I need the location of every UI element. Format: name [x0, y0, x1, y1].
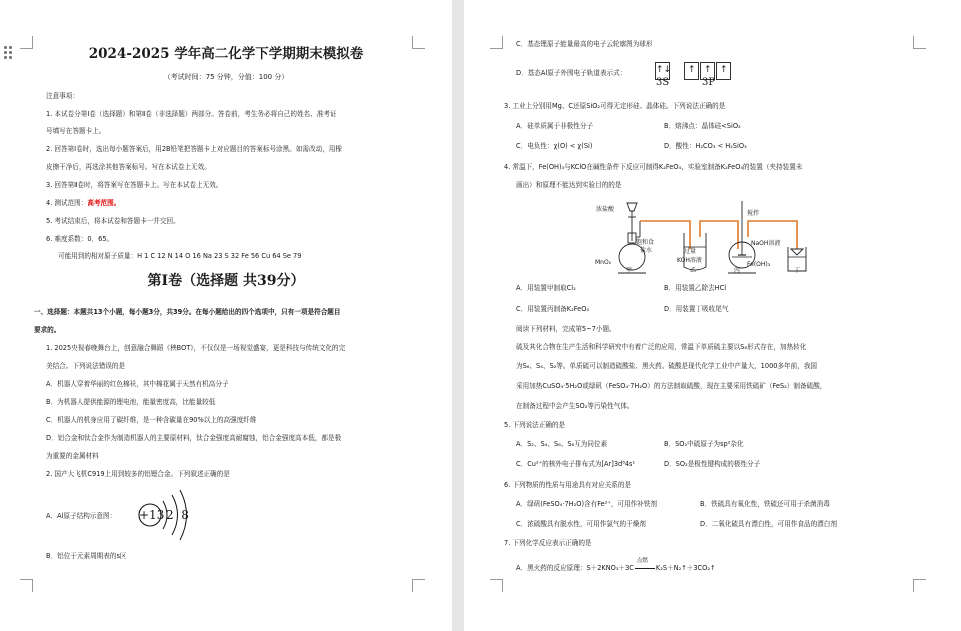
orbital-box	[716, 62, 731, 80]
label-naoh: NaOH溶液	[751, 240, 781, 247]
option-d: D．用装置丁吸收尾气	[664, 305, 729, 313]
option-a: A．硅单质属于非极性分子	[516, 122, 594, 130]
crop-mark	[490, 579, 503, 592]
orbital-arrow: ↑	[720, 65, 728, 75]
question-stem: 3. 工业上分别用Mg、C还原SiO₂可得无定形硅、晶体硅。下列说法正确的是	[504, 102, 726, 110]
crop-mark	[490, 36, 503, 49]
option-b: B．为机器人提供能源的锂电池，能量密度高，比能量较低	[46, 398, 216, 406]
material-text: 采用加热CuSO₄·5H₂O或绿矾（FeSO₄·7H₂O）的方法制取硫酸，现在主要采用铁硫矿（FeS₂）制备硫酸，	[516, 382, 827, 390]
orbital-box	[684, 62, 699, 80]
orbital-label-3p: 3P	[702, 77, 716, 88]
option-d: D．SO₂是极性键构成的极性分子	[664, 460, 761, 468]
label-nacl: 盐水	[640, 247, 653, 254]
option-a: A．S₂、S₄、S₆、S₈互为同位素	[516, 440, 608, 448]
exam-subtitle: （考试时间：75 分钟，分值：100 分）	[163, 73, 289, 81]
note-line: 1. 本试卷分第Ⅰ卷（选择题）和第Ⅱ卷（非选择题）两部分。答卷前，考生务必将自己的姓名、准考证	[46, 110, 337, 118]
note-line: 5. 考试结束后，将本试卷和答题卡一并交回。	[46, 217, 180, 225]
option-b: B．铁硫具有氧化性，铁硫还可用于杀菌消毒	[700, 500, 830, 508]
option-d: D．酸性：H₂CO₃ < H₂SiO₃	[664, 142, 747, 150]
label-nacl: 饱和食	[636, 239, 655, 246]
crop-mark	[412, 579, 425, 592]
note-line: 号填写在答题卡上。	[46, 127, 106, 135]
option-a: A．机器人穿着华丽的红色棉袄，其中棉花属于天然有机高分子	[46, 380, 229, 388]
label-jia: 甲	[626, 267, 633, 274]
crop-mark	[20, 579, 33, 592]
option-c: C．浓硫酸具有脱水性，可用作氯气的干燥剂	[516, 520, 646, 528]
option-a: A．用装置甲制取Cl₂	[516, 284, 576, 292]
crop-mark	[913, 36, 926, 49]
question-stem: 6. 下列物质的性质与用途具有对应关系的是	[504, 481, 632, 489]
test-scope-highlight: 高考范围。	[87, 199, 121, 207]
orbital-arrow: ↑	[704, 65, 712, 75]
nucleus-charge: +13	[139, 508, 165, 522]
notes-heading: 注意事项：	[46, 92, 79, 100]
reaction-arrow	[634, 558, 656, 573]
note-line: 皮擦干净后，再选涂其他答案标号。写在本试卷上无效。	[46, 163, 211, 171]
option-d: D．基态Al原子外围电子轨道表示式：	[516, 69, 627, 77]
label-yi: 乙	[690, 267, 697, 274]
section-title: 第Ⅰ卷（选择题 共39分）	[147, 273, 305, 289]
option-a: A．Al原子结构示意图：	[46, 512, 117, 520]
label-mno2: MnO₂	[595, 259, 612, 266]
option-c: C．机器人的机身应用了碳纤维，是一种含碳量在90%以上的高强度纤维	[46, 416, 257, 424]
label-bing: 丙	[734, 267, 741, 274]
document-page-1	[0, 0, 452, 631]
note-line: 2. 回答第Ⅰ卷时，选出每小题答案后，用2B铅笔把答题卡上对应题目的答案标号涂黑。如需改动，用橡	[46, 145, 342, 153]
question-stem: 2. 国产大飞机C919上用到较多的铝锂合金。下列叙述正确的是	[46, 470, 230, 478]
document-page-2	[464, 0, 961, 631]
label-koh: KOH溶液	[677, 257, 702, 264]
electron-shells: 2 8	[166, 508, 189, 522]
option-b: B．熔沸点：晶体硅<SiO₂	[664, 122, 741, 130]
equation-products: K₂S＋N₂↑＋3CO₂↑	[655, 564, 716, 572]
part-instructions: 要求的。	[34, 326, 61, 334]
question-stem: 画出）和原理不能达到实验目的的是	[516, 181, 622, 189]
option-a	[516, 558, 716, 573]
part-instructions: 一、选择题：本题共13个小题，每小题3分，共39分。在每小题给出的四个选项中，只有一项是符合题目	[34, 308, 341, 316]
orbital-arrow: ↑↓	[656, 65, 672, 75]
label-stir: 搅拌	[747, 210, 760, 217]
option-c: C．电负性：χ(O) < χ(Si)	[516, 142, 593, 150]
orbital-arrow: ↑	[688, 65, 696, 75]
material-text: 硫及其化合物在生产生活和科学研究中有着广泛的应用，常温下单质硫主要以S₈形式存在，加热转化	[516, 343, 807, 351]
question-stem: 4. 常温下，Fe(OH)₃与KClO在碱性条件下反应可制得K₂FeO₄，实验室制备K₂FeO₄的装置（夹持装置未	[504, 163, 803, 171]
option-d: D．铝合金和钛合金作为制造机器人的主要原材料，钛合金强度高耐腐蚀，铝合金强度高本低，都是极	[46, 434, 342, 442]
option-c: C．用装置丙制备K₂FeO₄	[516, 305, 590, 313]
option-d: D．二氧化硫具有漂白性，可用作食品的漂白剂	[700, 520, 837, 528]
option-b: B．SO₂中硫原子为sp²杂化	[664, 440, 744, 448]
question-stem: 美结合。下列说法错误的是	[46, 362, 126, 370]
note-line	[46, 199, 120, 208]
equation-reactants: A．黑火药的反应原理：S＋2KNO₃＋3C	[516, 564, 634, 572]
material-text: 在制备过程中会产生SO₂等污染性气体。	[516, 402, 634, 410]
option-c: C．Cu²⁺的核外电子排布式为[Ar]3d⁸4s¹	[516, 460, 636, 468]
question-stem: 7. 下列化学反应表示正确的是	[504, 539, 592, 547]
label-hcl: 浓盐酸	[596, 206, 615, 213]
note-line: 3. 回答第Ⅱ卷时，将答案写在答题卡上。写在本试卷上无效。	[46, 181, 223, 189]
reaction-condition: 点燃	[636, 558, 648, 564]
option-d: 为重要的金属材料	[46, 452, 99, 460]
option-a: A．绿矾(FeSO₄·7H₂O)含有Fe²⁺，可用作补铁剂	[516, 500, 657, 508]
reading-instruction: 阅读下列材料，完成第5~7小题。	[516, 325, 616, 333]
question-stem: 1. 2025央视春晚舞台上，创意融合舞蹈《秧BOT》，不仅仅是一场视觉盛宴，更是科技与传统文化的完	[46, 344, 346, 352]
material-text: 为S₆、S₄、S₂等。单质硫可以制造硫酸盐、黑火药。硫酸是现代化学工业中产量大，1000多年前，我国	[516, 362, 818, 370]
exam-title: 2024-2025 学年高二化学下学期期末模拟卷	[88, 46, 364, 62]
question-stem: 5. 下列说法正确的是	[504, 421, 566, 429]
option-c: C．基态锂原子能量最高的电子云轮廓图为球形	[516, 40, 653, 48]
orbital-label-3s: 3S	[656, 77, 670, 88]
label-ding: 丁	[794, 267, 801, 274]
option-b: B．用装置乙除去HCl	[664, 284, 727, 292]
crop-mark	[913, 579, 926, 592]
atomic-mass-list: 可能用到的相对原子质量：H 1 C 12 N 14 O 16 Na 23 S 32 Fe 56 Cu 64 Se 79	[58, 252, 302, 260]
label-koh: 过量	[684, 248, 697, 255]
label-feoh3: Fe(OH)₃	[747, 261, 771, 268]
option-b: B．铝位于元素周期表的s区	[46, 552, 127, 560]
note-label: 4. 测试范围：	[46, 199, 88, 207]
note-line: 6. 难度系数：0．65。	[46, 235, 114, 243]
